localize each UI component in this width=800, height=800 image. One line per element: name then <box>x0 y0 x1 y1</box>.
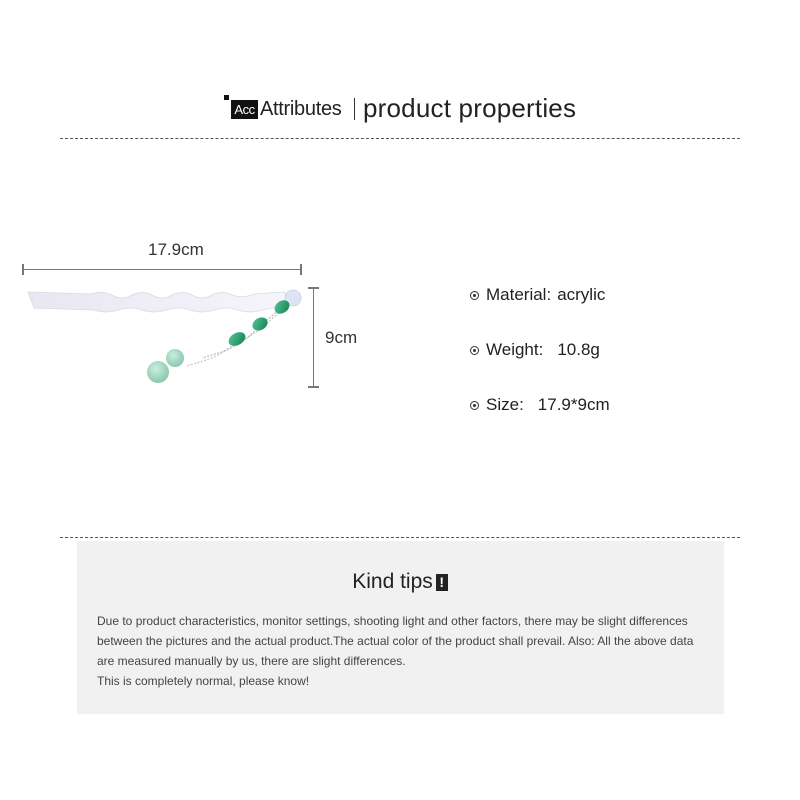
page-title: product properties <box>363 93 577 123</box>
attribute-size-label: Size: <box>486 395 524 414</box>
kind-tips-paragraph: Due to product characteristics, monitor settings, shooting light and other factors, there may be slight differences between the pictures and the actual product.The actual color of the product shall prevail. Also: All the above data are measured manually by us, there are slight differences. <box>97 614 694 668</box>
width-dimension-label: 17.9cm <box>148 240 204 259</box>
attribute-size-value: 17.9*9cm <box>537 395 610 414</box>
kind-tips-text <box>97 611 712 691</box>
top-divider <box>60 138 740 139</box>
width-dimension-cap-right <box>300 264 302 275</box>
attribute-size <box>470 394 610 416</box>
kind-tips-header <box>0 568 800 596</box>
kind-tips-note: This is completely normal, please know! <box>97 674 310 688</box>
height-dimension-line <box>313 288 314 387</box>
tag-dot-icon <box>224 95 229 100</box>
kind-tips-title: Kind tips <box>352 570 433 593</box>
bullet-icon <box>470 291 479 300</box>
hairpin-product-image <box>22 280 312 390</box>
attributes-label: Attributes <box>260 98 342 120</box>
exclamation-icon: ! <box>436 574 448 591</box>
attribute-weight <box>470 339 600 361</box>
attributes-tag-badge: Acc <box>231 100 258 119</box>
bullet-icon <box>470 401 479 410</box>
attribute-material-value: acrylic <box>557 285 606 304</box>
bullet-icon <box>470 346 479 355</box>
attribute-weight-value: 10.8g <box>557 340 600 359</box>
header-separator <box>354 98 355 120</box>
width-dimension-line <box>23 269 301 270</box>
attribute-material <box>470 284 605 306</box>
height-dimension-label: 9cm <box>325 328 358 347</box>
attribute-weight-label: Weight: <box>486 340 544 359</box>
attribute-material-label: Material: <box>486 285 552 304</box>
middle-divider <box>60 537 740 538</box>
